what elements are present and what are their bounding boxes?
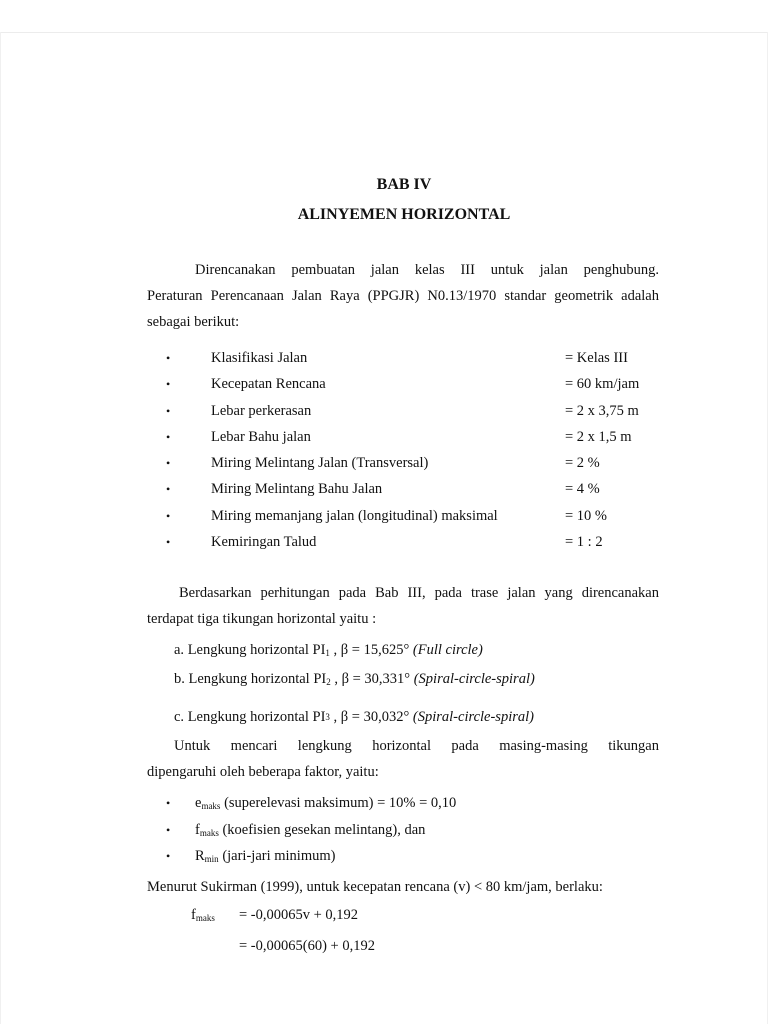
curve-index: 2 [326, 677, 331, 687]
bullet-icon: • [166, 822, 171, 837]
curve-type: (Full circle) [412, 642, 483, 658]
intro-line-3: sebagai berikut: [147, 314, 240, 330]
page-top-edge [0, 32, 768, 33]
formula-equation-1: = -0,00065v + 0,192 [239, 907, 359, 923]
spec-item [0, 529, 768, 555]
factor-item [0, 843, 768, 870]
factor-text [195, 843, 335, 870]
spec-label: Lebar Bahu jalan [211, 428, 311, 445]
factor-item [0, 790, 768, 817]
curves-intro-line-2: terdapat tiga tikungan horizontal yaitu : [147, 611, 377, 627]
curve-sep: , [330, 671, 338, 687]
spec-value: = 60 km/jam [565, 376, 640, 393]
formula-subscript: maks [195, 913, 215, 923]
curve-index: 1 [325, 648, 330, 658]
formula-equation-2: = -0,00065(60) + 0,192 [239, 938, 375, 954]
spec-value: = 2 % [565, 455, 600, 472]
curve-angle: β = 30,331° [337, 671, 411, 687]
spec-value: = 2 x 3,75 m [565, 402, 639, 419]
curves-intro-line-1: Berdasarkan perhitungan pada Bab III, pada trase jalan yang direncanakan [179, 585, 659, 601]
spec-label: Kecepatan Rencana [211, 376, 326, 393]
spec-item [0, 398, 768, 424]
factor-item [0, 817, 768, 844]
factor-symbol: e [195, 795, 202, 811]
bullet-icon: • [166, 351, 171, 365]
spec-label: Miring Melintang Jalan (Transversal) [211, 455, 429, 472]
bullet-icon: • [166, 796, 171, 810]
curve-angle: β = 30,032° [337, 709, 410, 725]
curve-marker: b. [174, 671, 185, 687]
bullet-icon: • [166, 456, 171, 471]
formula-symbol: f [191, 907, 196, 923]
spec-item [0, 345, 768, 371]
spec-item [0, 450, 768, 476]
bullet-icon: • [166, 429, 171, 444]
curve-sep: , [329, 709, 338, 725]
curve-item [174, 640, 483, 661]
spec-label: Miring memanjang jalan (longitudinal) maksimal [211, 507, 498, 524]
factors-intro-line-2: dipengaruhi oleh beberapa faktor, yaitu: [147, 764, 379, 780]
spec-value: = 4 % [565, 481, 600, 498]
factor-description: (jari-jari minimum) [218, 848, 336, 864]
chapter-label: BAB IV [376, 176, 432, 193]
bullet-icon: • [166, 535, 171, 550]
curve-angle: β = 15,625° [337, 642, 410, 658]
spec-label: Klasifikasi Jalan [211, 350, 308, 366]
intro-line-2: Peraturan Perencanaan Jalan Raya (PPGJR) N0.13/1970 standar geometrik adalah [147, 288, 659, 304]
factor-subscript: maks [201, 801, 221, 811]
spec-label: Kemiringan Talud [211, 534, 317, 551]
chapter-title: ALINYEMEN HORIZONTAL [297, 206, 511, 223]
curve-text: Lengkung horizontal PI [188, 671, 327, 687]
bullet-icon: • [166, 377, 171, 392]
factor-description: (koefisien gesekan melintang), dan [218, 821, 426, 838]
factor-text [195, 790, 456, 817]
sukirman-paragraph: Menurut Sukirman (1999), untuk kecepatan rencana (v) < 80 km/jam, berlaku: [147, 879, 603, 895]
factor-text [195, 817, 425, 844]
curve-type: (Spiral-circle-spiral) [412, 709, 534, 725]
curve-item [174, 707, 534, 728]
intro-line-1: Direncanakan pembuatan jalan kelas III untuk jalan penghubung. [195, 262, 659, 278]
spec-item [0, 476, 768, 502]
spec-value: = Kelas III [565, 350, 628, 366]
factor-subscript: maks [199, 827, 219, 838]
formula-label [191, 905, 215, 926]
spec-value: = 2 x 1,5 m [565, 428, 632, 445]
spec-label: Lebar perkerasan [211, 402, 312, 419]
curve-index: 3 [325, 712, 330, 722]
factor-symbol: f [195, 821, 200, 838]
curve-marker: c. [174, 709, 185, 725]
curve-marker: a. [174, 642, 185, 658]
factors-intro-paragraph [147, 733, 659, 785]
bullet-icon: • [166, 849, 171, 863]
curve-type: (Spiral-circle-spiral) [413, 671, 535, 687]
factors-intro-line-1: Untuk mencari lengkung horizontal pada masing-masing tikungan [174, 738, 659, 754]
spec-item [0, 424, 768, 450]
spec-value: = 1 : 2 [565, 534, 603, 551]
spec-item [0, 371, 768, 397]
curve-sep: , [329, 642, 338, 658]
spec-list [0, 345, 768, 555]
bullet-icon: • [166, 482, 171, 497]
curve-text: Lengkung horizontal PI [187, 642, 326, 658]
factor-subscript: min [204, 854, 219, 864]
curves-intro-paragraph [147, 580, 659, 632]
spec-item [0, 503, 768, 529]
curve-item [174, 669, 535, 690]
curve-text: Lengkung horizontal PI [187, 709, 326, 725]
bullet-icon: • [166, 403, 171, 418]
factor-description: (superelevasi maksimum) = 10% = 0,10 [220, 795, 457, 811]
spec-label: Miring Melintang Bahu Jalan [211, 481, 383, 498]
intro-paragraph [147, 257, 659, 335]
spec-value: = 10 % [565, 507, 608, 524]
factor-symbol: R [195, 848, 205, 864]
factor-list [0, 790, 768, 870]
bullet-icon: • [166, 508, 171, 523]
